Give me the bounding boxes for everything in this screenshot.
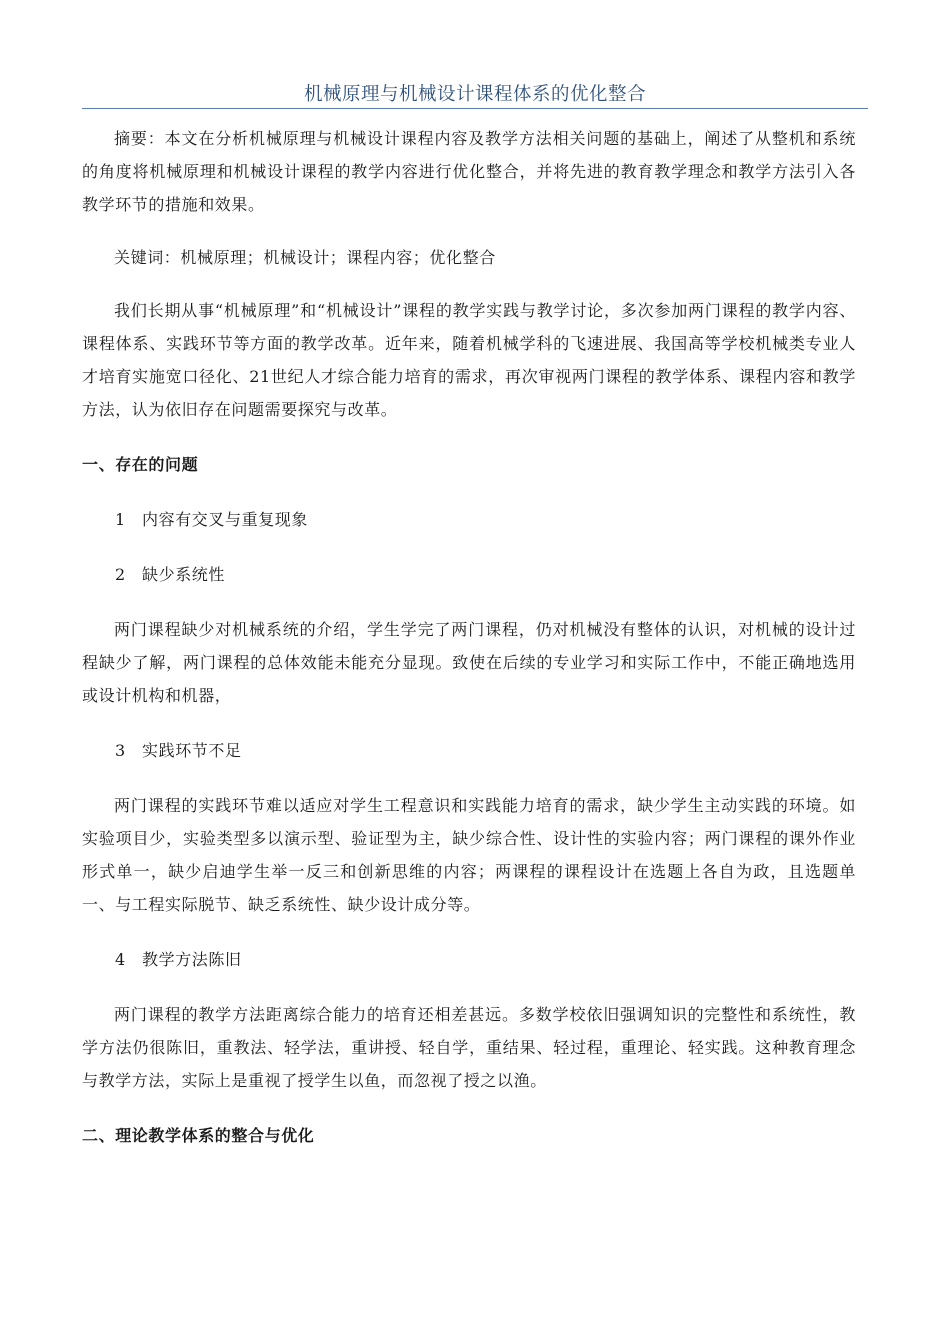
title-underline [82, 108, 868, 109]
subsection-number: 2 [115, 565, 126, 584]
systematic-paragraph: 两门课程缺少对机械系统的介绍，学生学完了两门课程，仍对机械没有整体的认识，对机械的设计过程缺少了解，两门课程的总体效能未能充分显现。致使在后续的专业学习和实际工作中，不能正确地选用或设计机构和机器， [82, 620, 856, 705]
document-title: 机械原理与机械设计课程体系的优化整合 [303, 84, 646, 105]
intro-paragraph: 我们长期从事“机械原理”和“机械设计”课程的教学实践与教学讨论，多次参加两门课程的教学内容、课程体系、实践环节等方面的教学改革。近年来，随着机械学科的飞速进展、我国高等学校机械类专业人才培育实施宽口径化、21世纪人才综合能力培育的需求，再次审视两门课程的教学体系、课程内容和教学方法，认为依旧存在问题需要探究与改革。 [82, 301, 856, 419]
subsection-number: 4 [115, 950, 126, 969]
subsection-item-4 [82, 943, 856, 976]
section-heading-integration: 二、理论教学体系的整合与优化 [82, 1126, 315, 1145]
practice-paragraph: 两门课程的实践环节难以适应对学生工程意识和实践能力培育的需求，缺少学生主动实践的环境。如实验项目少，实验类型多以演示型、验证型为主，缺少综合性、设计性的实验内容；两门课程的课外作业形式单一，缺少启迪学生举一反三和创新思维的内容；两课程的课程设计在选题上各自为政，且选题单一、与工程实际脱节、缺乏系统性、缺少设计成分等。 [82, 796, 856, 914]
section-heading-problems: 一、存在的问题 [82, 455, 199, 474]
subsection-number: 1 [115, 510, 126, 529]
document-body [82, 122, 856, 1152]
subsection-label: 内容有交叉与重复现象 [142, 510, 309, 529]
abstract-paragraph: 摘要：本文在分析机械原理与机械设计课程内容及教学方法相关问题的基础上，阐述了从整机和系统的角度将机械原理和机械设计课程的教学内容进行优化整合，并将先进的教育教学理念和教学方法引入各教学环节的措施和效果。 [82, 129, 856, 214]
keywords-paragraph: 关键词：机械原理；机械设计；课程内容；优化整合 [114, 248, 496, 267]
subsection-number: 3 [115, 741, 126, 760]
subsection-label: 实践环节不足 [142, 741, 242, 760]
methods-paragraph: 两门课程的教学方法距离综合能力的培育还相差甚远。多数学校依旧强调知识的完整性和系统性，教学方法仍很陈旧，重教法、轻学法，重讲授、轻自学，重结果、轻过程，重理论、轻实践。这种教育理念与教学方法，实际上是重视了授学生以鱼，而忽视了授之以渔。 [82, 1005, 856, 1090]
subsection-label: 缺少系统性 [142, 565, 226, 584]
subsection-label: 教学方法陈旧 [142, 950, 242, 969]
subsection-item-2 [82, 558, 856, 591]
subsection-item-1 [82, 503, 856, 536]
subsection-item-3 [82, 734, 856, 767]
